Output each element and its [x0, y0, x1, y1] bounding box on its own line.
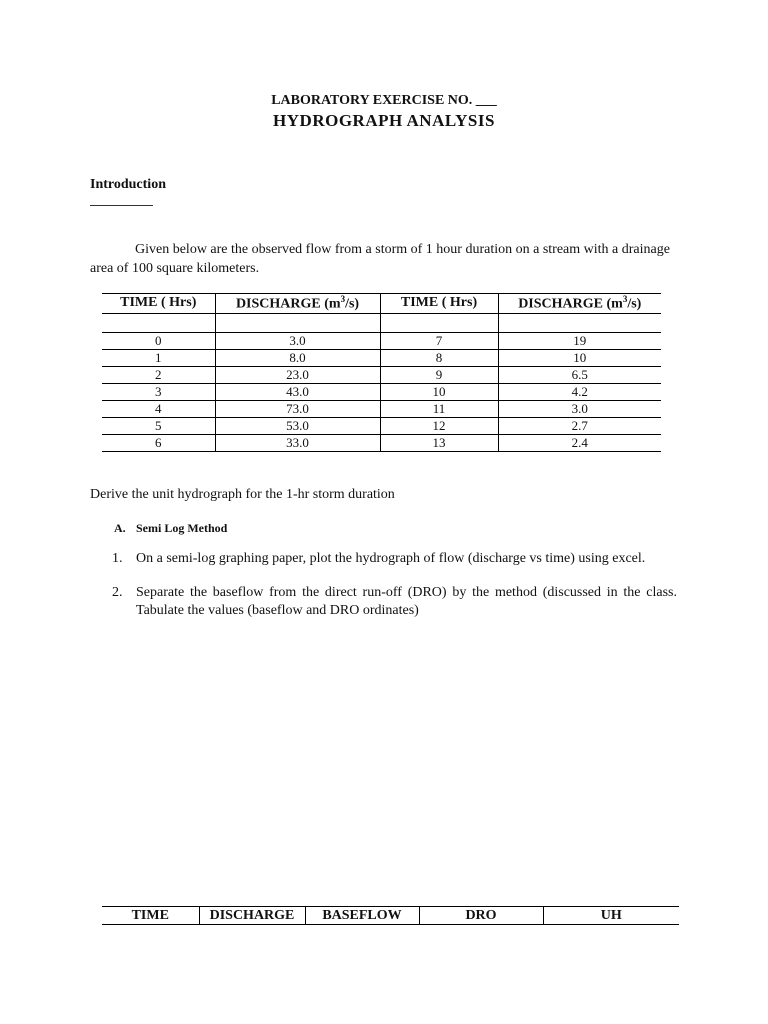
table-cell: 6: [102, 434, 215, 451]
baseflow-col-header: BASEFLOW: [305, 907, 419, 925]
table-cell: 23.0: [215, 366, 380, 383]
introduction-heading: Introduction: [90, 177, 166, 192]
table-header-row: [102, 907, 679, 925]
table-cell: 3.0: [498, 400, 661, 417]
table-cell: 6.5: [498, 366, 661, 383]
table-spacer-row: [102, 313, 661, 332]
discharge-header: DISCHARGE $(m^3/s)$: [498, 294, 661, 314]
table-cell: 10: [380, 383, 498, 400]
list-item: [112, 550, 677, 568]
table-cell: 1: [102, 349, 215, 366]
exercise-number: LABORATORY EXERCISE NO. ___: [271, 93, 497, 108]
table-cell: 2: [102, 366, 215, 383]
table-cell: 11: [380, 400, 498, 417]
intro-paragraph: [90, 240, 670, 278]
time-header: TIME ( Hrs): [102, 294, 215, 314]
time-header: TIME ( Hrs): [380, 294, 498, 314]
discharge-col-header: DISCHARGE: [199, 907, 305, 925]
step-text: On a semi-log graphing paper, plot the hydrograph of flow (discharge vs time) using excel.: [136, 551, 646, 566]
step-number: 2.: [112, 585, 123, 600]
table-cell: 10: [498, 349, 661, 366]
table-cell: 8: [380, 349, 498, 366]
page-title: HYDROGRAPH ANALYSIS: [273, 111, 495, 130]
table-cell: 2.7: [498, 417, 661, 434]
table-cell: 3: [102, 383, 215, 400]
steps-list: [112, 550, 677, 636]
table-cell: 4.2: [498, 383, 661, 400]
table-cell: 33.0: [215, 434, 380, 451]
table-row: [102, 383, 661, 400]
table-cell: 0: [102, 332, 215, 349]
table-cell: 12: [380, 417, 498, 434]
heading-underline: [90, 205, 153, 206]
intro-paragraph-text: Given below are the observed flow from a storm of 1 hour duration on a stream with a drainage area of 100 square kilometers.: [90, 242, 670, 276]
table-cell: 13: [380, 434, 498, 451]
uh-col-header: UH: [543, 907, 679, 925]
table-row: [102, 400, 661, 417]
unit-hydrograph-table: [102, 906, 679, 925]
observed-flow-table: [102, 293, 661, 452]
table-header-row: [102, 294, 661, 314]
table-cell: 3.0: [215, 332, 380, 349]
dro-col-header: DRO: [419, 907, 543, 925]
table-cell: 2.4: [498, 434, 661, 451]
table-cell: 19: [498, 332, 661, 349]
table-row: [102, 417, 661, 434]
table-row: [102, 349, 661, 366]
table-row: [102, 434, 661, 451]
table-row: [102, 332, 661, 349]
step-text: Separate the baseflow from the direct run-off (DRO) by the method (discussed in the class. Tabulate the values (baseflow and DRO ordinates): [136, 585, 677, 618]
step-number: 1.: [112, 551, 123, 566]
derive-instruction: Derive the unit hydrograph for the 1-hr storm duration: [90, 487, 395, 502]
list-item: [112, 584, 677, 620]
time-col-header: TIME: [102, 907, 199, 925]
discharge-header: DISCHARGE $(m^3/s)$: [215, 294, 380, 314]
table-row: [102, 366, 661, 383]
table-cell: 4: [102, 400, 215, 417]
table-cell: 5: [102, 417, 215, 434]
table-cell: 8.0: [215, 349, 380, 366]
method-heading: A. Semi Log Method: [114, 521, 228, 535]
table-cell: 53.0: [215, 417, 380, 434]
table-cell: 43.0: [215, 383, 380, 400]
table-cell: 73.0: [215, 400, 380, 417]
table-cell: 7: [380, 332, 498, 349]
table-cell: 9: [380, 366, 498, 383]
